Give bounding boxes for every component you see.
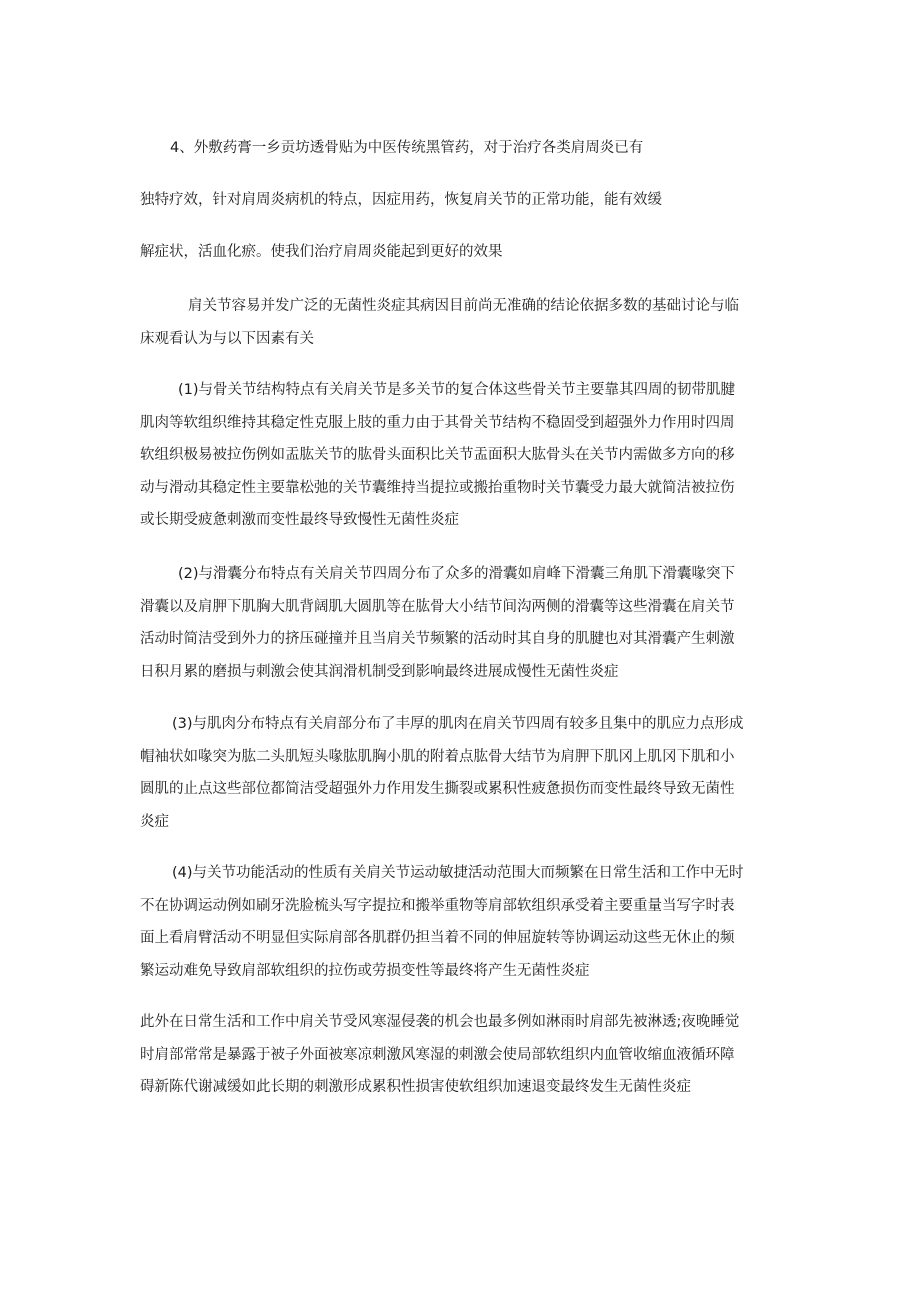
- factor-1-line-2: 肌肉等软组织维持其稳定性克服上肢的重力由于其骨关节结构不稳固受到超强外力作用时四周: [140, 414, 735, 431]
- factor-3-paragraph: [140, 708, 785, 838]
- factor-1-line-4: 动与滑动其稳定性主要靠松弛的关节囊维持当提拉或搬抬重物时关节囊受力最大就简洁被拉伤: [140, 479, 735, 496]
- intro-line-1: 4、外敷药膏一乡贡坊透骨贴为中医传统黑管药，对于治疗各类肩周炎已有: [170, 140, 644, 156]
- factor-4-line-2: 不在协调运动例如刷牙洗脸梳头写字提拉和搬举重物等肩部软组织承受着主要重量当写字时表: [140, 897, 735, 914]
- additional-line-1: 此外在日常生活和工作中肩关节受风寒湿侵袭的机会也最多例如淋雨时肩部先被淋透;夜晚睡觉: [140, 1014, 740, 1030]
- factor-1-paragraph: [140, 374, 785, 537]
- overview-paragraph: [140, 290, 785, 355]
- factor-1-line-1: (1)与骨关节结构特点有关肩关节是多关节的复合体这些骨关节主要靠其四周的韧带肌腱: [178, 382, 736, 398]
- factor-3-line-2: 帽袖状如喙突为肱二头肌短头喙肱肌胸小肌的附着点肱骨大结节为肩胛下肌冈上肌冈下肌和小: [140, 748, 735, 765]
- overview-line-2: 床观看认为与以下因素有关: [140, 330, 314, 347]
- factor-2-line-3: 活动时简洁受到外力的挤压碰撞并且当肩关节频繁的活动时其自身的肌腱也对其滑囊产生刺激: [140, 631, 735, 647]
- additional-line-2: 时肩部常常是暴露于被子外面被寒凉刺激风寒湿的刺激会使局部软组织内血管收缩血液循环障: [140, 1046, 735, 1063]
- factor-1-line-3: 软组织极易被拉伤例如盂肱关节的肱骨头面积比关节盂面积大肱骨头在关节内需做多方向的移: [140, 447, 735, 463]
- intro-line-2: 独特疗效，针对肩周炎病机的特点，因症用药，恢复肩关节的正常功能，能有效缓: [140, 192, 662, 208]
- factor-3-line-4: 炎症: [140, 813, 169, 830]
- overview-line-1: 肩关节容易并发广泛的无菌性炎症其病因目前尚无准确的结论依据多数的基础讨论与临: [188, 298, 739, 314]
- additional-paragraph: [140, 1006, 785, 1104]
- factor-2-line-2: 滑囊以及肩胛下肌胸大肌背阔肌大圆肌等在肱骨大小结节间沟两侧的滑囊等这些滑囊在肩关节: [140, 598, 735, 615]
- factor-2-paragraph: [140, 558, 785, 688]
- factor-1-line-5: 或长期受疲惫刺激而变性最终导致慢性无菌性炎症: [140, 512, 459, 528]
- factor-4-line-1: (4)与关节功能活动的性质有关肩关节运动敏捷活动范围大而频繁在日常生活和工作中无时: [172, 865, 744, 881]
- additional-line-3: 碍新陈代谢减缓如此长期的刺激形成累积性损害使软组织加速退变最终发生无菌性炎症: [140, 1079, 691, 1095]
- factor-2-line-1: (2)与滑囊分布特点有关肩关节四周分布了众多的滑囊如肩峰下滑囊三角肌下滑囊喙突下: [178, 566, 736, 582]
- factor-3-line-1: (3)与肌肉分布特点有关肩部分布了丰厚的肌肉在肩关节四周有较多且集中的肌应力点形成: [172, 716, 744, 732]
- factor-2-line-4: 日积月累的磨损与刺激会使其润滑机制受到影响最终进展成慢性无菌性炎症: [140, 663, 619, 680]
- factor-4-line-3: 面上看肩臂活动不明显但实际肩部各肌群仍担当着不同的伸屈旋转等协调运动这些无休止的频: [140, 930, 735, 946]
- factor-3-line-3: 圆肌的止点这些部位都简洁受超强外力作用发生撕裂或累积性疲惫损伤而变性最终导致无菌性: [140, 781, 735, 797]
- factor-4-line-4: 繁运动难免导致肩部软组织的拉伤或劳损变性等最终将产生无菌性炎症: [140, 962, 590, 979]
- intro-line-3: 解症状，活血化瘀。使我们治疗肩周炎能起到更好的效果: [140, 244, 503, 260]
- factor-4-paragraph: [140, 857, 785, 987]
